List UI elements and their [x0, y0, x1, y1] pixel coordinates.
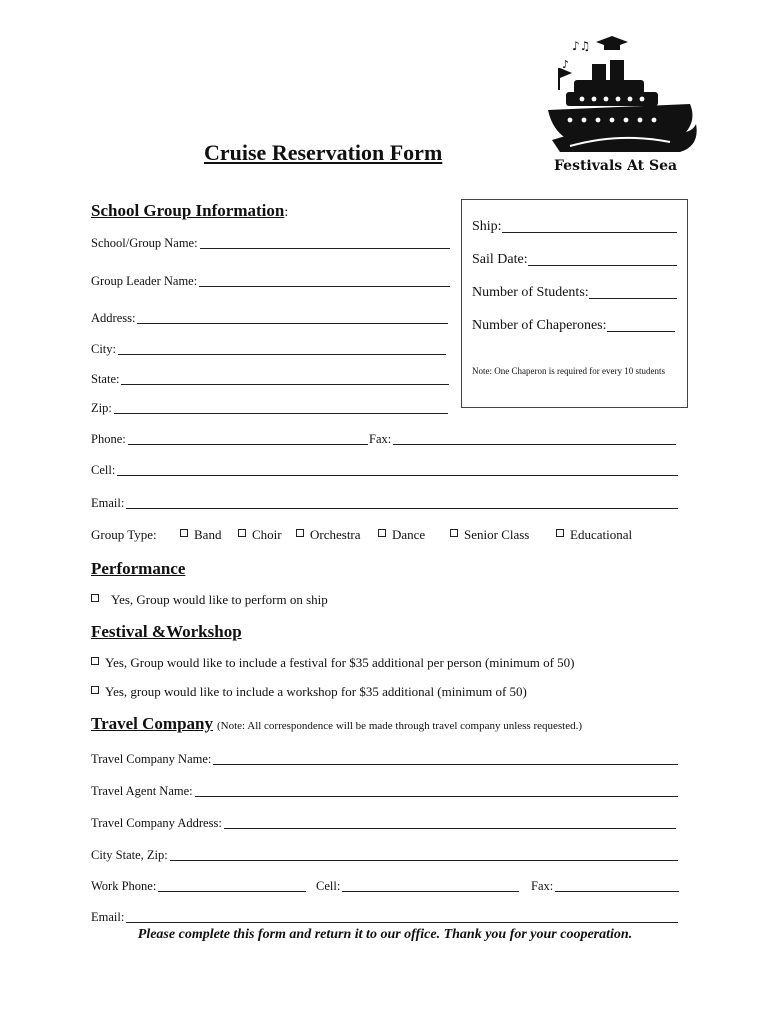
school-name-field[interactable]: School/Group Name:	[91, 234, 450, 251]
travel-heading-row	[91, 714, 582, 734]
checkbox-icon[interactable]	[91, 686, 99, 694]
sail-date-field[interactable]: Sail Date:	[472, 251, 677, 268]
school-group-heading: School Group Information:	[91, 201, 289, 220]
travel-heading: Travel Company	[91, 714, 213, 733]
logo-text: Festivals At Sea	[554, 158, 678, 174]
workshop-option[interactable]: Yes, group would like to include a workshop for $35 additional (minimum of 50)	[91, 684, 527, 700]
travel-agent-name-field[interactable]: Travel Agent Name:	[91, 782, 678, 799]
travel-company-name-field[interactable]: Travel Company Name:	[91, 750, 678, 767]
page-title: Cruise Reservation Form	[204, 140, 443, 165]
group-type-label: Group Type:	[91, 527, 157, 542]
state-field[interactable]: State:	[91, 370, 449, 387]
ship-field[interactable]: Ship:	[472, 218, 677, 235]
address-field[interactable]: Address:	[91, 309, 448, 326]
group-type-senior-class[interactable]: Senior Class	[450, 527, 529, 543]
svg-text:♪: ♪	[562, 58, 570, 71]
city-state-zip-field[interactable]: City State, Zip:	[91, 846, 678, 863]
ship-info-box	[461, 199, 688, 408]
work-phone-field[interactable]: Work Phone:	[91, 877, 306, 894]
performance-heading: Performance	[91, 559, 186, 578]
checkbox-icon[interactable]	[180, 529, 188, 537]
phone-field[interactable]: Phone:	[91, 430, 368, 447]
performance-option[interactable]: Yes, Group would like to perform on ship	[91, 592, 328, 608]
cell-field[interactable]: Cell:	[91, 461, 678, 478]
num-chaperones-field[interactable]: Number of Chaperones:	[472, 317, 675, 334]
travel-email-field[interactable]: Email:	[91, 908, 678, 925]
festivals-at-sea-logo	[540, 28, 710, 178]
fax-field[interactable]: Fax:	[369, 430, 676, 447]
zip-field[interactable]: Zip:	[91, 399, 448, 416]
travel-company-address-field[interactable]: Travel Company Address:	[91, 814, 676, 831]
festival-option[interactable]: Yes, Group would like to include a festival for $35 additional per person (minimum of 50)	[91, 655, 575, 671]
festival-heading: Festival &Workshop	[91, 622, 242, 641]
travel-cell-field[interactable]: Cell:	[316, 877, 519, 894]
travel-fax-field[interactable]: Fax:	[531, 877, 679, 894]
checkbox-icon[interactable]	[450, 529, 458, 537]
checkbox-icon[interactable]	[91, 594, 99, 602]
checkbox-icon[interactable]	[556, 529, 564, 537]
num-students-field[interactable]: Number of Students:	[472, 284, 677, 301]
chaperone-note: Note: One Chaperon is required for every 10 students	[472, 366, 665, 376]
svg-text:♪♫: ♪♫	[572, 39, 591, 53]
checkbox-icon[interactable]	[378, 529, 386, 537]
city-field[interactable]: City:	[91, 340, 446, 357]
checkbox-icon[interactable]	[296, 529, 304, 537]
email-field[interactable]: Email:	[91, 494, 678, 511]
group-type-choir[interactable]: Choir	[238, 527, 282, 543]
group-type-educational[interactable]: Educational	[556, 527, 632, 543]
travel-note: (Note: All correspondence will be made through travel company unless requested.)	[217, 720, 583, 732]
leader-name-field[interactable]: Group Leader Name:	[91, 272, 450, 289]
group-type-band[interactable]: Band	[180, 527, 221, 543]
group-type-dance[interactable]: Dance	[378, 527, 425, 543]
footer-instructions: Please complete this form and return it to our office. Thank you for your cooperation.	[137, 927, 633, 942]
checkbox-icon[interactable]	[91, 657, 99, 665]
checkbox-icon[interactable]	[238, 529, 246, 537]
group-type-orchestra[interactable]: Orchestra	[296, 527, 361, 543]
